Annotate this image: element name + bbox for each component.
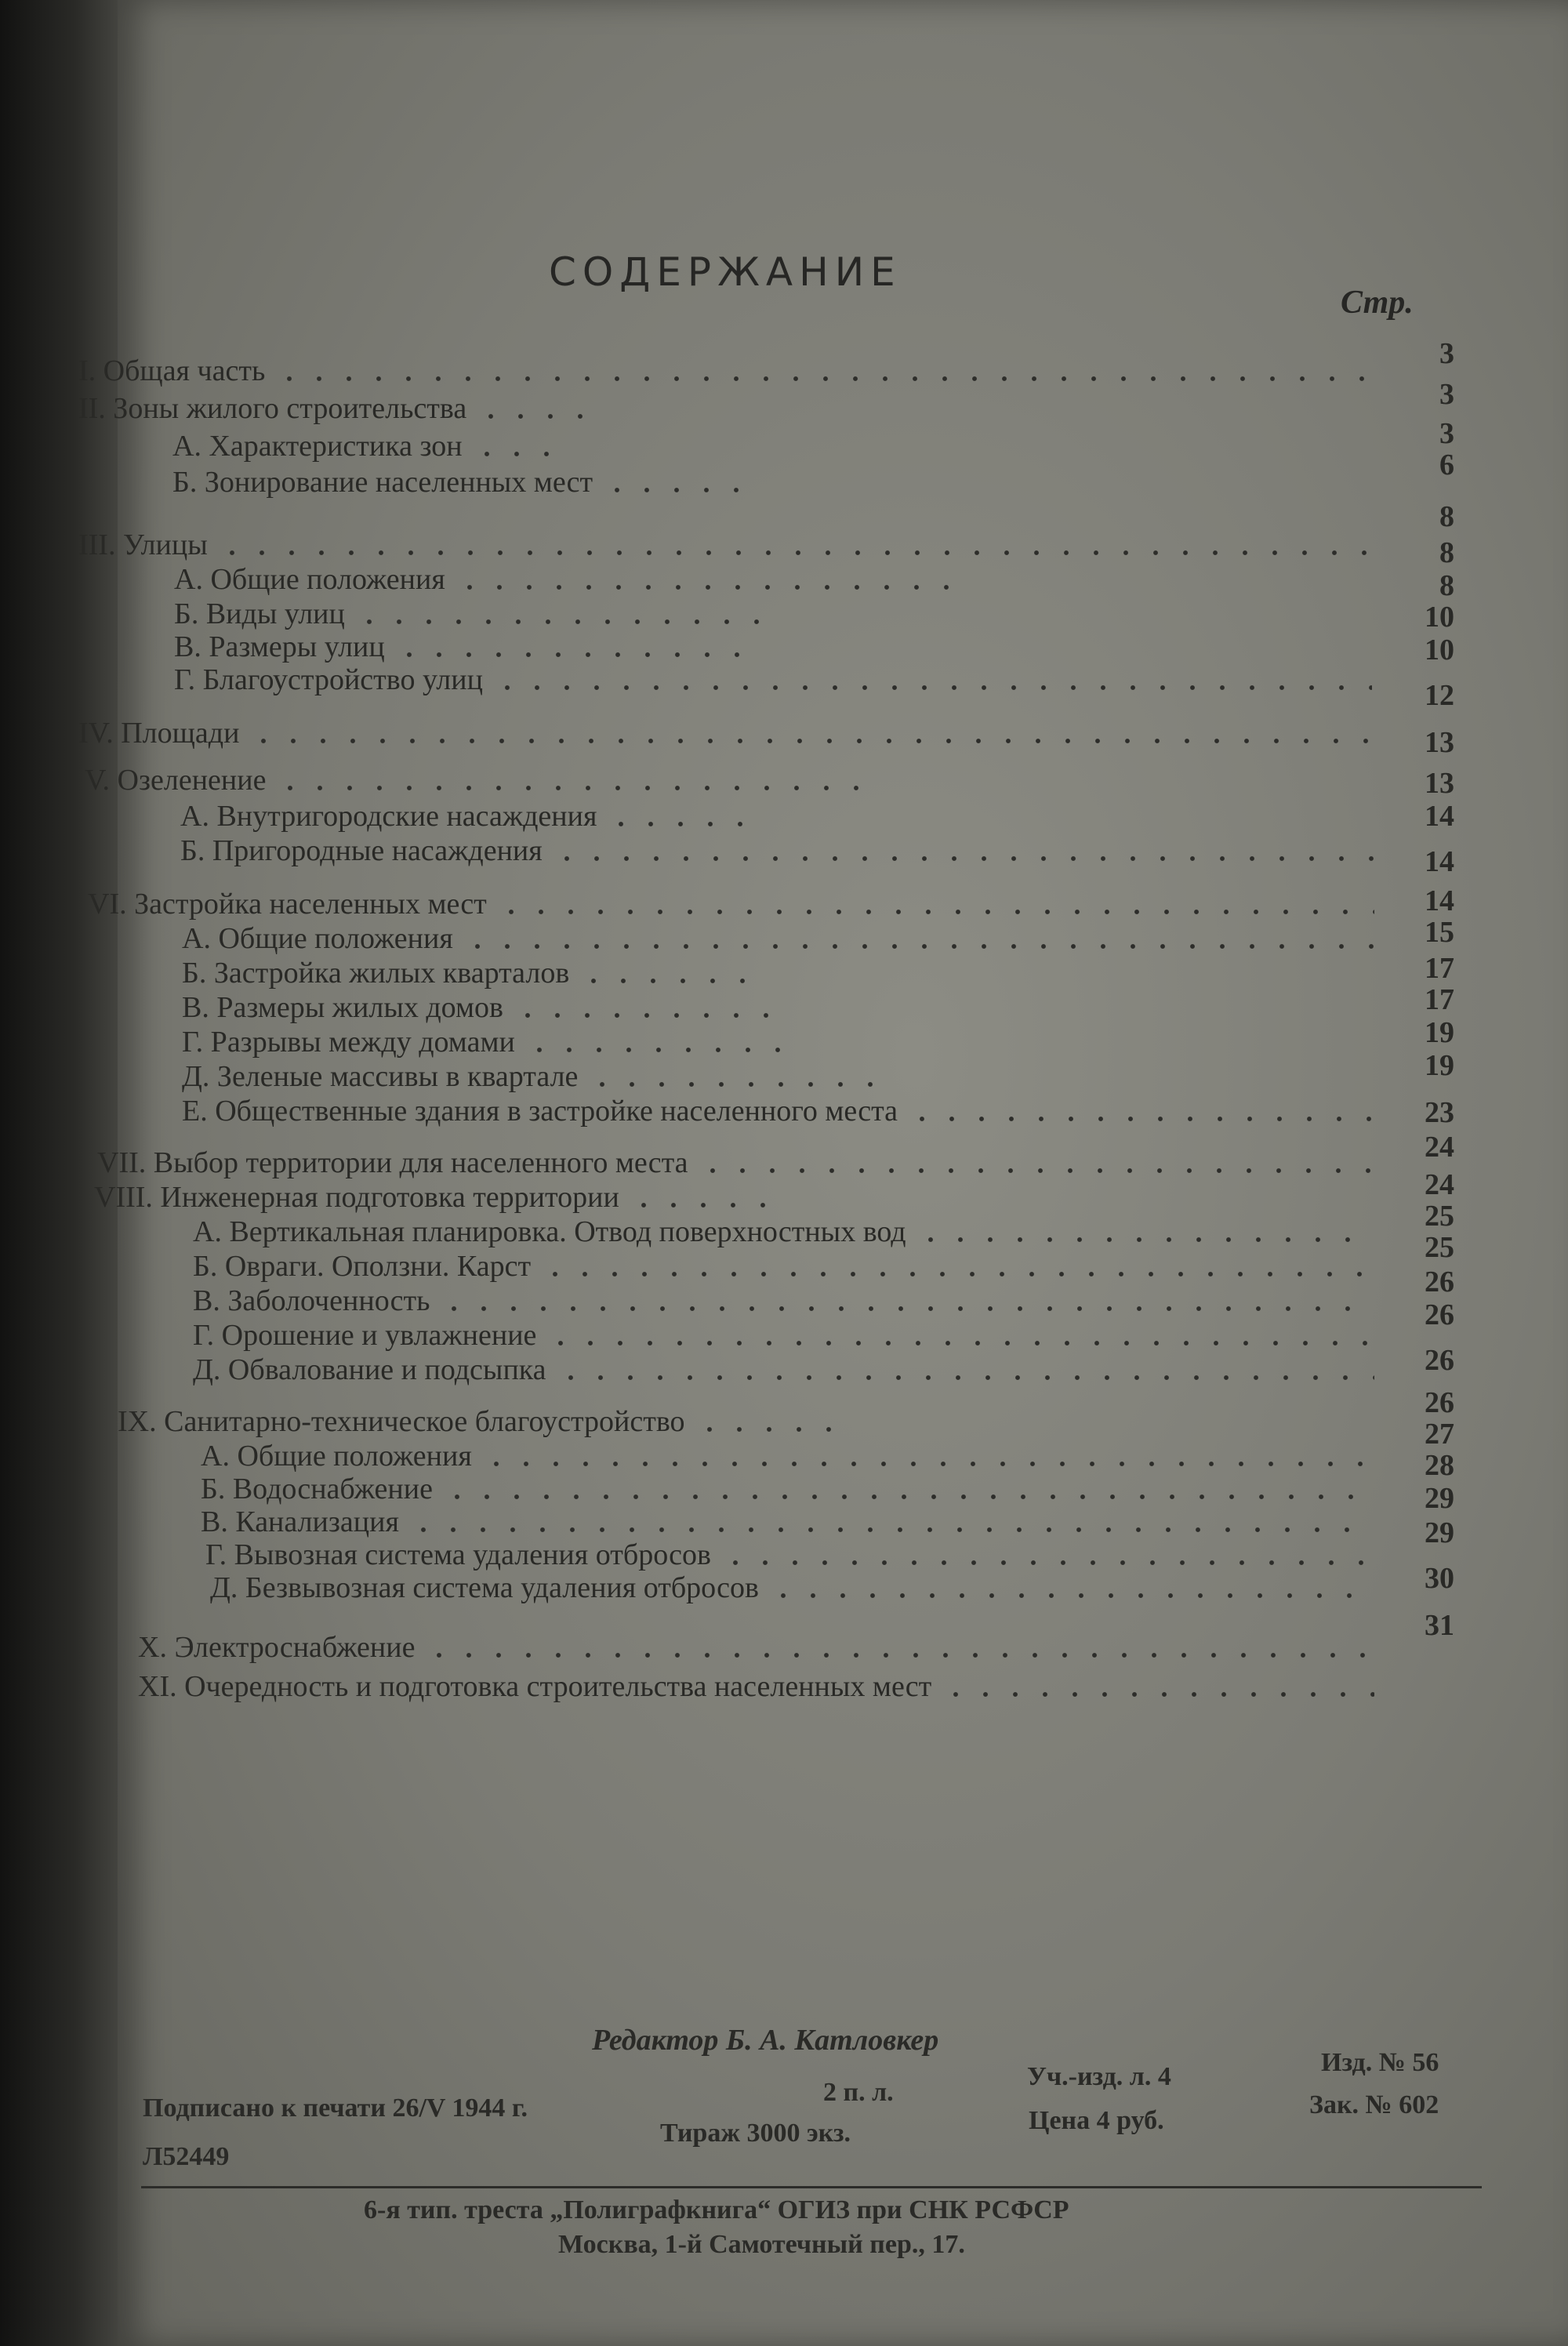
toc-page-number: 29 — [1425, 1482, 1454, 1515]
leader-dots — [442, 1494, 1374, 1499]
toc-entry — [193, 1214, 1384, 1250]
leader-dots — [587, 1082, 894, 1087]
toc-page-number: 14 — [1425, 845, 1454, 878]
imprint-printer-line1: 6-я тип. треста „Полиграфкнига“ ОГИЗ при СНК РСФСР — [364, 2195, 1069, 2224]
leader-dots — [579, 979, 768, 983]
leader-dots — [941, 1692, 1374, 1697]
toc-entry — [138, 1669, 1384, 1705]
toc-entry — [182, 1093, 1384, 1129]
leader-dots — [698, 1168, 1374, 1173]
imprint-izd-no: Изд. № 56 — [1321, 2048, 1439, 2077]
toc-entry-label: Б. Водоснабжение — [201, 1473, 433, 1505]
toc-entry — [182, 990, 793, 1026]
toc-entry — [182, 1024, 793, 1060]
toc-entry — [174, 561, 958, 597]
toc-entry — [172, 464, 768, 500]
toc-entry-label: III. Улицы — [78, 528, 208, 561]
toc-page-number: 25 — [1425, 1200, 1454, 1233]
toc-entry-label: А. Общие положения — [174, 563, 445, 596]
toc-page-number: 31 — [1425, 1609, 1454, 1642]
toc-entry-label: X. Электроснабжение — [138, 1631, 416, 1664]
leader-dots — [606, 822, 767, 826]
toc-page-number: 26 — [1425, 1386, 1454, 1419]
leader-dots — [602, 488, 759, 492]
toc-entry — [172, 428, 580, 464]
toc-page-number: 17 — [1425, 983, 1454, 1016]
leader-dots — [455, 585, 949, 590]
toc-entry — [193, 1248, 1384, 1284]
leader-dots — [916, 1237, 1374, 1242]
leader-dots — [524, 1048, 784, 1052]
leader-dots — [546, 1341, 1374, 1346]
imprint-divider — [141, 2186, 1482, 2188]
toc-page-number: 28 — [1425, 1449, 1454, 1482]
toc-entry-label: VII. Выбор территории для населенного места — [97, 1146, 688, 1179]
toc-entry-label: А. Внутригородские насаждения — [180, 800, 597, 833]
toc-entry-label: Д. Обвалование и подсыпка — [193, 1353, 546, 1386]
toc-entry-label: V. Озеленение — [85, 764, 267, 797]
leader-dots — [492, 685, 1372, 690]
toc-entry-label: I. Общая часть — [78, 354, 266, 387]
leader-dots — [274, 376, 1374, 381]
toc-entry-label: Б. Застройка жилых кварталов — [182, 957, 570, 990]
toc-entry-label: Д. Безвывозная система удаления отбросов — [210, 1571, 759, 1604]
toc-page-number: 24 — [1425, 1168, 1454, 1201]
toc-entry — [180, 833, 1384, 869]
leader-dots — [695, 1427, 837, 1432]
toc-page-number: 6 — [1439, 448, 1454, 481]
toc-entry — [182, 1059, 903, 1095]
toc-page-number: 19 — [1425, 1016, 1454, 1049]
toc-entry — [94, 1179, 800, 1215]
toc-page-number: 3 — [1439, 378, 1454, 411]
toc-page-number: 26 — [1425, 1344, 1454, 1377]
toc-entry — [78, 353, 1384, 389]
toc-page-number: 17 — [1425, 952, 1454, 985]
toc-entry-label: Г. Благоустройство улиц — [174, 663, 483, 696]
toc-entry-label: IV. Площади — [78, 717, 240, 750]
toc-page-number: 13 — [1425, 726, 1454, 759]
imprint-price: Цена 4 руб. — [1029, 2106, 1164, 2135]
toc-entry — [205, 1537, 1384, 1573]
leader-dots — [408, 1527, 1374, 1532]
toc-entry — [118, 1404, 847, 1440]
toc-page-number: 26 — [1425, 1298, 1454, 1331]
toc-entry — [174, 662, 1381, 698]
toc-entry-label: А. Общие положения — [201, 1440, 472, 1473]
toc-entry — [182, 955, 778, 991]
toc-page-number: 29 — [1425, 1516, 1454, 1549]
toc-page-number: 10 — [1425, 634, 1454, 666]
toc-entry-label: Б. Зонирование населенных мест — [172, 466, 593, 499]
toc-entry — [138, 1629, 1384, 1665]
toc-entry-label: Г. Вывозная система удаления отбросов — [205, 1538, 711, 1571]
toc-page-number: 14 — [1425, 884, 1454, 917]
toc-entry-label: VIII. Инженерная подготовка территории — [94, 1181, 619, 1214]
imprint-acc-sheets: Уч.-изд. л. 4 — [1027, 2062, 1171, 2091]
toc-entry — [88, 886, 1384, 922]
imprint-order-no: Зак. № 602 — [1309, 2090, 1439, 2119]
toc-entry — [180, 798, 776, 834]
toc-entry-label: А. Вертикальная планировка. Отвод поверхностных вод — [193, 1215, 906, 1248]
imprint-code: Л52449 — [143, 2142, 230, 2171]
toc-entry — [78, 527, 1384, 563]
toc-page-number: 26 — [1425, 1266, 1454, 1298]
leader-dots — [249, 739, 1374, 743]
leader-dots — [629, 1203, 790, 1208]
toc-entry — [85, 762, 869, 798]
toc-entry — [201, 1471, 1384, 1507]
toc-page-number: 25 — [1425, 1231, 1454, 1264]
toc-entry — [201, 1438, 1384, 1474]
toc-entry-label: Г. Разрывы между домами — [182, 1026, 515, 1059]
leader-dots — [217, 550, 1374, 555]
toc-entry — [201, 1504, 1384, 1540]
leader-dots — [424, 1653, 1374, 1658]
toc-entry — [193, 1317, 1384, 1353]
leader-dots — [720, 1560, 1374, 1565]
page-title: СОДЕРЖАНИЕ — [549, 249, 902, 295]
toc-page-number: 23 — [1425, 1096, 1454, 1129]
toc-entry-label: В. Канализация — [201, 1505, 399, 1538]
imprint-circulation: Тираж 3000 экз. — [660, 2119, 851, 2148]
toc-page-number: 30 — [1425, 1562, 1454, 1595]
toc-entry-label: А. Характеристика зон — [172, 430, 463, 463]
leader-dots — [354, 619, 760, 624]
toc-entry — [174, 629, 770, 665]
toc-page-number: 15 — [1425, 916, 1454, 949]
toc-page-number: 13 — [1425, 767, 1454, 800]
toc-entry — [182, 921, 1384, 957]
toc-page-number: 27 — [1425, 1418, 1454, 1451]
toc-entry-label: Б. Пригородные насаждения — [180, 834, 543, 867]
leader-dots — [556, 1375, 1374, 1380]
leader-dots — [513, 1013, 784, 1018]
toc-entry-label: Д. Зеленые массивы в квартале — [182, 1060, 579, 1093]
toc-page-number: 19 — [1425, 1049, 1454, 1082]
leader-dots — [907, 1117, 1374, 1121]
leader-dots — [768, 1593, 1374, 1598]
toc-entry-label: II. Зоны жилого строительства — [78, 392, 467, 425]
leader-dots — [463, 944, 1374, 949]
leader-dots — [472, 452, 571, 456]
imprint-editor: Редактор Б. А. Катловкер — [592, 2024, 939, 2057]
toc-entry-label: VI. Застройка населенных мест — [88, 888, 487, 921]
toc-entry — [174, 596, 770, 632]
imprint-printer-line2: Москва, 1-й Самотечный пер., 17. — [558, 2230, 965, 2259]
toc-entry — [78, 390, 612, 427]
toc-page-number: 8 — [1439, 536, 1454, 569]
toc-page-number: 10 — [1425, 601, 1454, 634]
toc-page-number: 3 — [1439, 417, 1454, 450]
toc-entry — [210, 1570, 1384, 1606]
leader-dots — [394, 652, 760, 657]
toc-page-number: 3 — [1439, 337, 1454, 370]
leader-dots — [476, 414, 602, 419]
toc-entry-label: XI. Очередность и подготовка строительства населенных мест — [138, 1670, 932, 1703]
toc-entry-label: Г. Орошение и увлажнение — [193, 1319, 537, 1352]
leader-dots — [275, 786, 859, 790]
leader-dots — [496, 910, 1374, 914]
leader-dots — [540, 1272, 1374, 1276]
toc-entry-label: В. Размеры улиц — [174, 630, 385, 663]
leader-dots — [552, 856, 1374, 861]
imprint-signed: Подписано к печати 26/V 1944 г. — [143, 2094, 528, 2123]
toc-entry — [193, 1283, 1384, 1319]
toc-entry-label: Б. Виды улиц — [174, 597, 345, 630]
leader-dots — [481, 1462, 1374, 1466]
toc-page-number: 14 — [1425, 800, 1454, 833]
page-column-label: Стр. — [1341, 285, 1414, 321]
toc-page-number: 8 — [1439, 569, 1454, 602]
toc-entry — [97, 1145, 1384, 1181]
toc-page-number: 12 — [1425, 679, 1454, 712]
toc-entry — [193, 1352, 1384, 1388]
leader-dots — [439, 1306, 1374, 1311]
toc-entry-label: Б. Овраги. Оползни. Карст — [193, 1250, 532, 1283]
toc-entry-label: Е. Общественные здания в застройке населенного места — [182, 1095, 898, 1128]
toc-entry-label: В. Заболоченность — [193, 1284, 430, 1317]
toc-entry — [78, 715, 1384, 751]
toc-page-number: 24 — [1425, 1131, 1454, 1164]
toc-entry-label: IX. Санитарно-техническое благоустройство — [118, 1405, 685, 1438]
toc-page-number: 8 — [1439, 500, 1454, 533]
toc-entry-label: В. Размеры жилых домов — [182, 991, 503, 1024]
imprint-sheets: 2 п. л. — [823, 2078, 894, 2107]
toc-entry-label: А. Общие положения — [182, 922, 453, 955]
